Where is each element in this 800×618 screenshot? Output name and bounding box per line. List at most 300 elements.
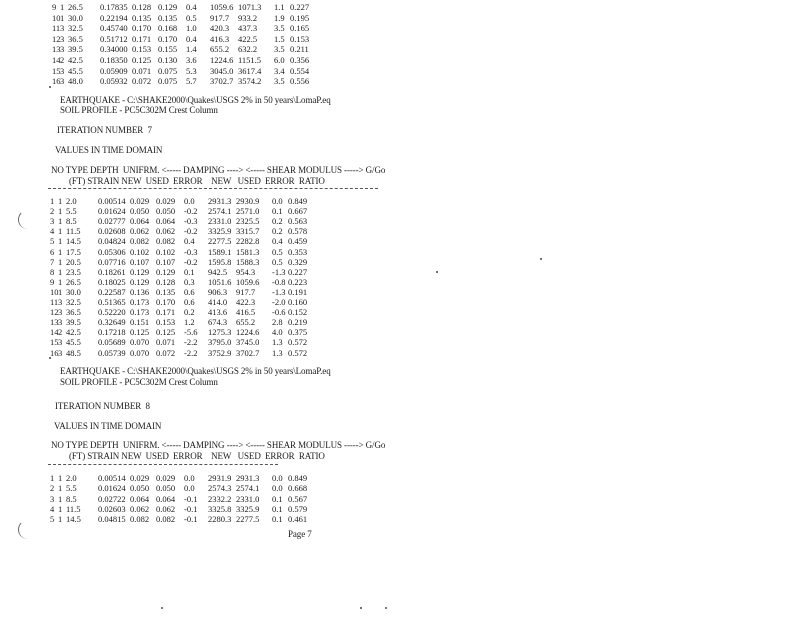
cell-modulus-used: 1581.3 [236,246,260,257]
cell-depth: 42.5 [66,327,81,338]
cell-gg0-ratio: 0.195 [290,12,310,23]
cell-damping-new: 0.129 [130,266,150,277]
cell-damping-new: 0.173 [130,297,150,307]
cell-depth: 11.5 [66,226,81,237]
cell-modulus-new: 3795.0 [208,337,232,348]
cell-strain: 0.07716 [98,256,126,267]
cell-modulus-error: 0.1 [272,514,283,525]
cell-layer-no: 9 [50,276,55,287]
cell-layer-no: 13 [50,317,59,328]
cell-layer-no: 3 [50,216,55,227]
cell-modulus-used: 422.3 [236,297,256,307]
cell-layer-no: 4 [50,226,55,237]
cell-modulus-used: 3617.4 [238,65,262,76]
cell-depth: 5.5 [66,483,77,494]
cell-damping-used: 0.135 [158,12,178,23]
cell-modulus-new: 1059.6 [210,2,234,12]
cell-modulus-new: 2931.3 [208,196,232,206]
cell-strain: 0.05909 [100,65,128,76]
cell-modulus-new: 917.7 [210,12,230,23]
cell-damping-new: 0.050 [130,483,150,494]
cell-damping-new: 0.136 [130,286,150,297]
cell-gg0-ratio: 0.223 [288,276,308,287]
cell-damping-error: -2.2 [184,347,198,358]
cell-gg0-ratio: 0.152 [288,307,308,318]
cell-damping-error: 0.0 [184,483,195,494]
cell-layer-no: 11 [52,23,61,34]
cell-depth: 14.5 [66,514,81,525]
cell-depth: 5.5 [66,206,77,217]
cell-damping-new: 0.170 [132,23,152,34]
cell-layer-no: 6 [50,246,55,257]
cell-damping-used: 0.102 [156,246,176,257]
cell-modulus-used: 655.2 [236,317,256,328]
cell-depth: 32.5 [66,297,81,307]
cell-layer-no: 13 [52,44,61,55]
header-rule [48,464,278,465]
cell-soil-type: 3 [60,23,65,34]
cell-damping-error: -0.2 [184,256,198,267]
cell-modulus-used: 917.7 [236,286,256,297]
cell-layer-no: 10 [52,12,61,23]
cell-modulus-error: 0.4 [272,236,283,247]
cell-layer-no: 14 [52,55,61,65]
cell-gg0-ratio: 0.461 [288,514,308,525]
cell-damping-used: 0.170 [156,297,176,307]
cell-damping-error: 0.6 [184,286,195,297]
iteration-number: ITERATION NUMBER 8 [55,401,150,411]
cell-modulus-used: 3745.0 [236,337,260,348]
cell-layer-no: 5 [50,236,55,247]
cell-damping-new: 0.072 [132,76,152,87]
cell-depth: 26.5 [68,2,83,12]
iteration-number: ITERATION NUMBER 7 [57,125,152,135]
cell-depth: 30.0 [66,286,81,297]
cell-soil-type: 2 [58,327,63,338]
cell-strain: 0.51365 [98,297,126,307]
cell-damping-error: 0.0 [184,473,195,483]
cell-depth: 8.5 [66,493,77,504]
cell-modulus-error: 0.0 [272,196,283,206]
cell-damping-error: 5.7 [186,76,197,87]
page-number: Page 7 [288,529,312,539]
cell-damping-used: 0.064 [156,493,176,504]
cell-strain: 0.00514 [98,196,126,206]
cell-gg0-ratio: 0.668 [288,483,308,494]
margin-mark [49,86,51,88]
table-header-2: (FT) STRAIN NEW USED ERROR NEW USED ERROR RATIO [69,176,325,186]
cell-damping-used: 0.075 [158,65,178,76]
cell-damping-error: 1.4 [186,44,197,55]
cell-modulus-new: 2574.1 [208,206,232,217]
cell-soil-type: 3 [58,347,63,358]
cell-layer-no: 16 [50,347,59,358]
cell-damping-error: 0.2 [184,307,195,318]
cell-modulus-error: 0.0 [272,473,283,483]
cell-damping-new: 0.050 [130,206,150,217]
cell-damping-error: -0.3 [184,246,198,257]
cell-strain: 0.05689 [98,337,126,348]
cell-damping-used: 0.029 [156,473,176,483]
scan-speck [540,258,542,260]
cell-modulus-new: 414.0 [208,297,228,307]
cell-damping-used: 0.125 [156,327,176,338]
cell-damping-error: -2.2 [184,337,198,348]
cell-modulus-error: 0.1 [272,493,283,504]
cell-layer-no: 1 [50,473,55,483]
cell-modulus-used: 2574.1 [236,483,260,494]
cell-gg0-ratio: 0.227 [290,2,310,12]
cell-modulus-used: 3702.7 [236,347,260,358]
cell-damping-error: 0.6 [184,297,195,307]
earthquake-line: EARTHQUAKE - C:\SHAKE2000\Quakes\USGS 2% in 50 years\LomaP.eq [60,366,331,376]
cell-damping-used: 0.155 [158,44,178,55]
cell-depth: 32.5 [68,23,83,34]
cell-depth: 2.0 [66,473,77,483]
cell-damping-new: 0.082 [130,236,150,247]
cell-damping-used: 0.170 [158,33,178,44]
cell-damping-error: 0.3 [184,276,195,287]
cell-soil-type: 3 [58,317,63,328]
punch-hole-mark [18,210,37,229]
cell-soil-type: 3 [58,337,63,348]
table-header-2: (FT) STRAIN NEW USED ERROR NEW USED ERROR RATIO [69,451,325,461]
cell-soil-type: 1 [58,256,63,267]
cell-modulus-new: 413.6 [208,307,228,318]
cell-modulus-error: 0.2 [272,216,283,227]
cell-soil-type: 3 [58,297,63,307]
cell-modulus-new: 3325.8 [208,503,232,514]
cell-strain: 0.17218 [98,327,126,338]
cell-modulus-new: 2331.0 [208,216,232,227]
cell-layer-no: 14 [50,327,59,338]
cell-depth: 48.0 [68,76,83,87]
cell-damping-used: 0.062 [156,226,176,237]
cell-soil-type: 1 [58,286,63,297]
cell-soil-type: 1 [58,236,63,247]
soil-profile-line: SOIL PROFILE - PC5C302M Crest Column [60,377,218,387]
cell-damping-new: 0.029 [130,473,150,483]
cell-strain: 0.04824 [98,236,126,247]
scan-speck [436,271,438,273]
cell-damping-new: 0.064 [130,216,150,227]
cell-damping-new: 0.171 [132,33,152,44]
cell-soil-type: 3 [60,33,65,44]
cell-modulus-new: 3325.9 [208,226,232,237]
cell-depth: 2.0 [66,196,77,206]
cell-damping-error: -0.2 [184,206,198,217]
cell-damping-new: 0.153 [132,44,152,55]
cell-modulus-used: 3315.7 [236,226,260,237]
cell-modulus-error: 0.0 [272,483,283,494]
cell-damping-used: 0.129 [158,2,178,12]
cell-depth: 30.0 [68,12,83,23]
cell-layer-no: 1 [50,196,55,206]
cell-modulus-error: 1.1 [274,2,285,12]
cell-damping-error: 3.6 [186,55,197,65]
cell-modulus-error: 0.5 [272,246,283,257]
cell-damping-new: 0.029 [130,196,150,206]
cell-layer-no: 7 [50,256,55,267]
cell-layer-no: 15 [50,337,59,348]
cell-layer-no: 16 [52,76,61,87]
cell-modulus-used: 2277.5 [236,514,260,525]
cell-gg0-ratio: 0.849 [288,473,308,483]
cell-strain: 0.04815 [98,514,126,525]
cell-gg0-ratio: 0.227 [288,266,308,277]
cell-modulus-error: 3.5 [274,44,285,55]
cell-damping-error: -5.6 [184,327,198,338]
cell-damping-used: 0.071 [156,337,176,348]
cell-layer-no: 4 [50,503,55,514]
cell-damping-used: 0.064 [156,216,176,227]
cell-gg0-ratio: 0.578 [288,226,308,237]
cell-gg0-ratio: 0.554 [290,65,310,76]
cell-strain: 0.01624 [98,483,126,494]
cell-depth: 39.5 [66,317,81,328]
cell-modulus-used: 954.3 [236,266,256,277]
cell-soil-type: 1 [58,216,63,227]
cell-damping-error: 0.4 [186,2,197,12]
cell-depth: 36.5 [66,307,81,318]
values-domain-label: VALUES IN TIME DOMAIN [54,421,162,431]
cell-modulus-used: 933.2 [238,12,258,23]
cell-gg0-ratio: 0.667 [288,206,308,217]
cell-modulus-used: 2331.0 [236,493,260,504]
cell-modulus-used: 1151.5 [238,55,262,65]
cell-modulus-error: 3.4 [274,65,285,76]
cell-soil-type: 1 [58,206,63,217]
cell-damping-new: 0.125 [130,327,150,338]
cell-strain: 0.52220 [98,307,126,318]
cell-modulus-new: 1275.3 [208,327,232,338]
cell-modulus-new: 2332.2 [208,493,232,504]
cell-soil-type: 1 [58,503,63,514]
cell-modulus-new: 420.3 [210,23,230,34]
cell-modulus-new: 1224.6 [210,55,234,65]
cell-strain: 0.51712 [100,33,128,44]
cell-damping-used: 0.168 [158,23,178,34]
cell-damping-used: 0.171 [156,307,176,318]
cell-soil-type: 1 [58,196,63,206]
cell-modulus-error: -1.3 [272,266,286,277]
cell-damping-error: 0.1 [184,266,195,277]
cell-strain: 0.05306 [98,246,126,257]
cell-damping-used: 0.130 [158,55,178,65]
punch-hole-mark [18,520,37,539]
cell-modulus-error: 6.0 [274,55,285,65]
cell-gg0-ratio: 0.572 [288,337,308,348]
cell-strain: 0.22194 [100,12,128,23]
cell-strain: 0.02722 [98,493,126,504]
cell-gg0-ratio: 0.375 [288,327,308,338]
cell-modulus-new: 1051.6 [208,276,232,287]
cell-modulus-used: 2282.8 [236,236,260,247]
cell-damping-used: 0.129 [156,266,176,277]
cell-modulus-error: 0.1 [272,503,283,514]
cell-damping-used: 0.153 [156,317,176,328]
cell-damping-error: -0.3 [184,216,198,227]
cell-damping-error: -0.1 [184,514,198,525]
cell-modulus-new: 3045.0 [210,65,234,76]
cell-strain: 0.17835 [100,2,128,12]
cell-depth: 20.5 [66,256,81,267]
cell-depth: 17.5 [66,246,81,257]
soil-profile-line: SOIL PROFILE - PC5C302M Crest Column [60,105,218,115]
cell-modulus-used: 422.5 [238,33,258,44]
cell-strain: 0.00514 [98,473,126,483]
cell-modulus-used: 3574.2 [238,76,262,87]
cell-strain: 0.45740 [100,23,128,34]
cell-strain: 0.18350 [100,55,128,65]
cell-depth: 48.5 [66,347,81,358]
cell-damping-new: 0.062 [130,503,150,514]
cell-soil-type: 3 [60,65,65,76]
cell-damping-error: -0.1 [184,503,198,514]
cell-soil-type: 3 [58,307,63,318]
cell-layer-no: 2 [50,206,55,217]
cell-damping-new: 0.062 [130,226,150,237]
cell-modulus-error: 4.0 [272,327,283,338]
cell-depth: 8.5 [66,216,77,227]
cell-modulus-new: 3752.9 [208,347,232,358]
cell-depth: 26.5 [66,276,81,287]
cell-modulus-used: 2571.0 [236,206,260,217]
cell-strain: 0.34000 [100,44,128,55]
table-header-1: NO TYPE DEPTH UNIFRM. <----- DAMPING ----> <----- SHEAR MODULUS -----> G/Go [51,440,386,450]
cell-soil-type: 2 [60,55,65,65]
cell-soil-type: 1 [58,473,63,483]
cell-gg0-ratio: 0.572 [288,347,308,358]
cell-gg0-ratio: 0.165 [290,23,310,34]
cell-modulus-used: 1071.3 [238,2,262,12]
earthquake-line: EARTHQUAKE - C:\SHAKE2000\Quakes\USGS 2% in 50 years\LomaP.eq [60,95,331,105]
cell-damping-new: 0.102 [130,246,150,257]
cell-gg0-ratio: 0.563 [288,216,308,227]
scan-speck [161,607,163,609]
cell-gg0-ratio: 0.211 [290,44,309,55]
cell-modulus-error: 2.8 [272,317,283,328]
cell-gg0-ratio: 0.219 [288,317,308,328]
cell-gg0-ratio: 0.160 [288,297,308,307]
cell-strain: 0.18261 [98,266,126,277]
cell-damping-error: 1.0 [186,23,197,34]
cell-modulus-error: 1.3 [272,347,283,358]
cell-damping-new: 0.070 [130,347,150,358]
cell-modulus-used: 2931.3 [236,473,260,483]
cell-gg0-ratio: 0.329 [288,256,308,267]
cell-modulus-new: 1589.1 [208,246,232,257]
cell-strain: 0.22587 [98,286,126,297]
cell-soil-type: 1 [60,12,65,23]
cell-damping-used: 0.072 [156,347,176,358]
cell-gg0-ratio: 0.191 [288,286,308,297]
cell-damping-error: 1.2 [184,317,195,328]
cell-damping-used: 0.075 [158,76,178,87]
cell-modulus-error: 0.1 [272,206,283,217]
cell-damping-error: 0.0 [184,196,195,206]
cell-damping-used: 0.107 [156,256,176,267]
cell-damping-used: 0.128 [156,276,176,287]
cell-strain: 0.18025 [98,276,126,287]
cell-modulus-used: 632.2 [238,44,258,55]
cell-modulus-used: 2325.5 [236,216,260,227]
cell-modulus-error: -0.6 [272,307,286,318]
cell-layer-no: 11 [50,297,59,307]
cell-modulus-error: -1.3 [272,286,286,297]
cell-damping-error: 0.4 [184,236,195,247]
cell-modulus-used: 1588.3 [236,256,260,267]
cell-modulus-used: 437.3 [238,23,258,34]
cell-soil-type: 3 [60,44,65,55]
cell-damping-new: 0.107 [130,256,150,267]
cell-soil-type: 1 [58,276,63,287]
margin-mark [49,357,51,359]
cell-soil-type: 3 [60,76,65,87]
cell-depth: 45.5 [68,65,83,76]
cell-layer-no: 5 [50,514,55,525]
cell-depth: 23.5 [66,266,81,277]
cell-modulus-new: 655.2 [210,44,230,55]
cell-modulus-used: 416.5 [236,307,256,318]
cell-damping-new: 0.128 [132,2,152,12]
cell-modulus-error: 0.2 [272,226,283,237]
cell-damping-used: 0.050 [156,206,176,217]
cell-modulus-error: 1.5 [274,33,285,44]
cell-layer-no: 15 [52,65,61,76]
cell-damping-new: 0.071 [132,65,152,76]
cell-gg0-ratio: 0.356 [290,55,310,65]
cell-soil-type: 1 [60,2,65,12]
table-header-1: NO TYPE DEPTH UNIFRM. <----- DAMPING ----> <----- SHEAR MODULUS -----> G/Go [51,165,386,175]
cell-modulus-used: 2930.9 [236,196,260,206]
cell-strain: 0.01624 [98,206,126,217]
cell-damping-used: 0.082 [156,236,176,247]
cell-modulus-used: 1059.6 [236,276,260,287]
header-rule [48,188,378,189]
cell-damping-new: 0.151 [130,317,150,328]
cell-gg0-ratio: 0.153 [290,33,310,44]
cell-depth: 14.5 [66,236,81,247]
cell-soil-type: 1 [58,493,63,504]
cell-depth: 42.5 [68,55,83,65]
cell-damping-new: 0.064 [130,493,150,504]
cell-damping-used: 0.029 [156,196,176,206]
cell-damping-error: 0.4 [186,33,197,44]
cell-layer-no: 9 [52,2,57,12]
cell-damping-new: 0.173 [130,307,150,318]
cell-damping-used: 0.082 [156,514,176,525]
cell-gg0-ratio: 0.459 [288,236,308,247]
cell-layer-no: 3 [50,493,55,504]
cell-modulus-new: 906.3 [208,286,228,297]
cell-gg0-ratio: 0.567 [288,493,308,504]
cell-damping-new: 0.082 [130,514,150,525]
cell-gg0-ratio: 0.579 [288,503,308,514]
cell-damping-new: 0.135 [132,12,152,23]
cell-modulus-new: 3702.7 [210,76,234,87]
cell-damping-used: 0.050 [156,483,176,494]
cell-modulus-error: -0.8 [272,276,286,287]
cell-damping-error: 0.5 [186,12,197,23]
cell-modulus-error: 1.3 [272,337,283,348]
cell-damping-error: -0.1 [184,493,198,504]
cell-layer-no: 10 [50,286,59,297]
cell-strain: 0.02603 [98,503,126,514]
cell-damping-new: 0.129 [130,276,150,287]
cell-soil-type: 1 [58,226,63,237]
cell-modulus-error: 0.5 [272,256,283,267]
